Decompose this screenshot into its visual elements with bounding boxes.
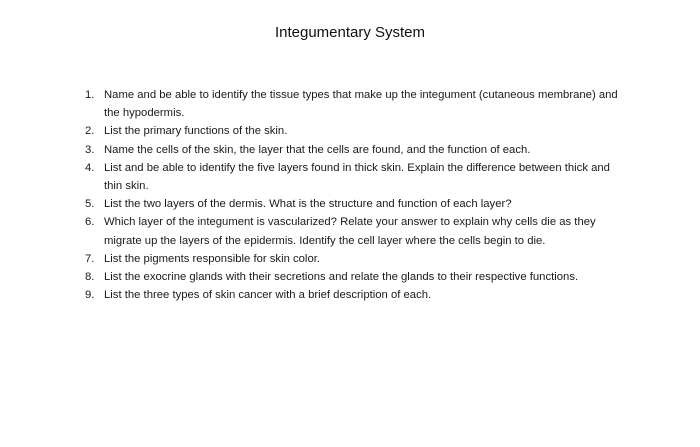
- item-number: 2.: [85, 125, 95, 138]
- list-item: [0, 286, 700, 304]
- item-text: List the primary functions of the skin.: [104, 125, 288, 138]
- item-number: 8.: [85, 271, 95, 284]
- list-item: [0, 195, 700, 213]
- item-text: List the pigments responsible for skin color.: [104, 252, 321, 265]
- list-item: [0, 141, 700, 159]
- objectives-list: [0, 86, 700, 304]
- item-number: 9.: [85, 289, 95, 302]
- list-item: [0, 250, 700, 268]
- item-number: 5.: [85, 198, 95, 211]
- list-item: [0, 213, 700, 249]
- item-text: Name and be able to identify the tissue types that make up the integument (cutaneous membrane) and the hypodermis.: [104, 89, 618, 120]
- item-text: Which layer of the integument is vascularized? Relate your answer to explain why cells die as they migrate up the layers of the epidermis. Identify the cell layer where the cells begin to die.: [104, 216, 596, 247]
- item-number: 6.: [85, 216, 95, 229]
- item-text: List the three types of skin cancer with a brief description of each.: [104, 289, 432, 302]
- item-number: 7.: [85, 252, 95, 265]
- list-item: [0, 86, 700, 122]
- item-number: 4.: [85, 161, 95, 174]
- list-item: [0, 159, 700, 195]
- list-item: [0, 268, 700, 286]
- item-text: List the exocrine glands with their secretions and relate the glands to their respective functions.: [104, 271, 579, 284]
- item-text: Name the cells of the skin, the layer that the cells are found, and the function of each.: [104, 143, 531, 156]
- list-item: [0, 122, 700, 140]
- item-number: 3.: [85, 143, 95, 156]
- item-text: List and be able to identify the five layers found in thick skin. Explain the difference between thick and thin skin.: [104, 161, 610, 193]
- document-title: Integumentary System: [274, 24, 426, 41]
- item-number: 1.: [85, 89, 95, 101]
- item-text: List the two layers of the dermis. What is the structure and function of each layer?: [104, 198, 512, 211]
